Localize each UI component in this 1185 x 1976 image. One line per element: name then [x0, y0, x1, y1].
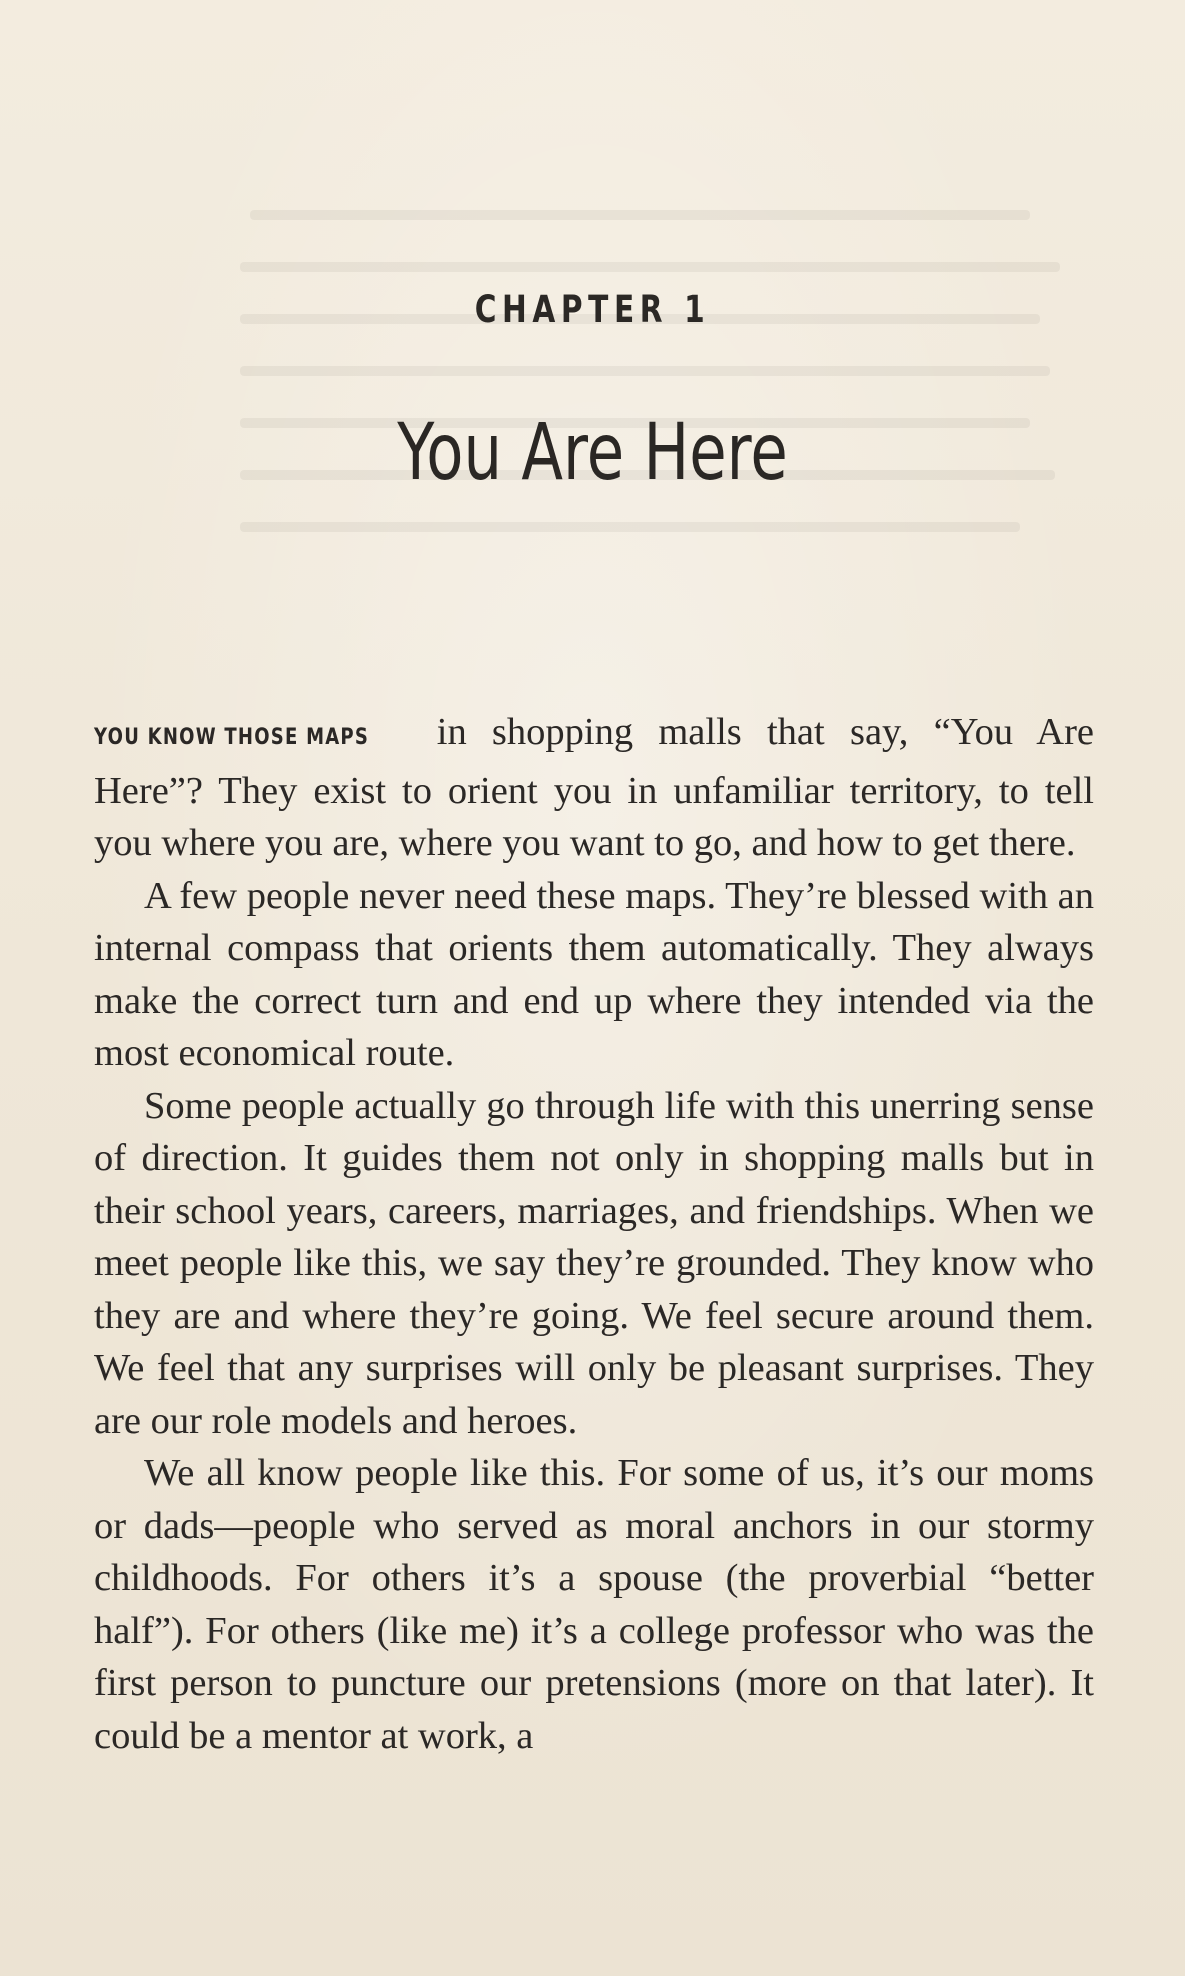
paragraph: We all know people like this. For some of us, it’s our moms or dads—people who served as moral anchors in our stormy childhoods. For others it’s a spouse (the proverbial “better half”). For others (like me) it’s a college professor who was the first person to puncture our pretensions (more on that later). It could be a mentor at work, a — [94, 1452, 1094, 1757]
show-through-text — [240, 170, 1090, 590]
chapter-body — [94, 706, 1094, 1762]
paragraph: Some people actually go through life with this unerring sense of direction. It guides them not only in shopping malls but in their school years, careers, marriages, and friendships. When we meet people like this, we say they’re grounded. They know who they are and where they’re going. We feel secure around them. We feel that any surprises will only be pleasant surprises. They are our role models and heroes. — [94, 1084, 1094, 1442]
lead-in-small-caps: YOU KNOW THOSE MAPS — [94, 725, 370, 750]
chapter-label: CHAPTER 1 — [474, 288, 711, 331]
paragraph-text: in shopping malls that say, “You Are Here”? They exist to orient you in unfamiliar territory, to tell you where you are, where you want to go, and how to get there. — [94, 711, 1094, 864]
paragraph — [94, 706, 1094, 870]
chapter-title: You Are Here — [397, 408, 788, 498]
paragraph: A few people never need these maps. They’re blessed with an internal compass that orients them automatically. They always make the correct turn and end up where they intended via the most economical route. — [94, 874, 1094, 1074]
